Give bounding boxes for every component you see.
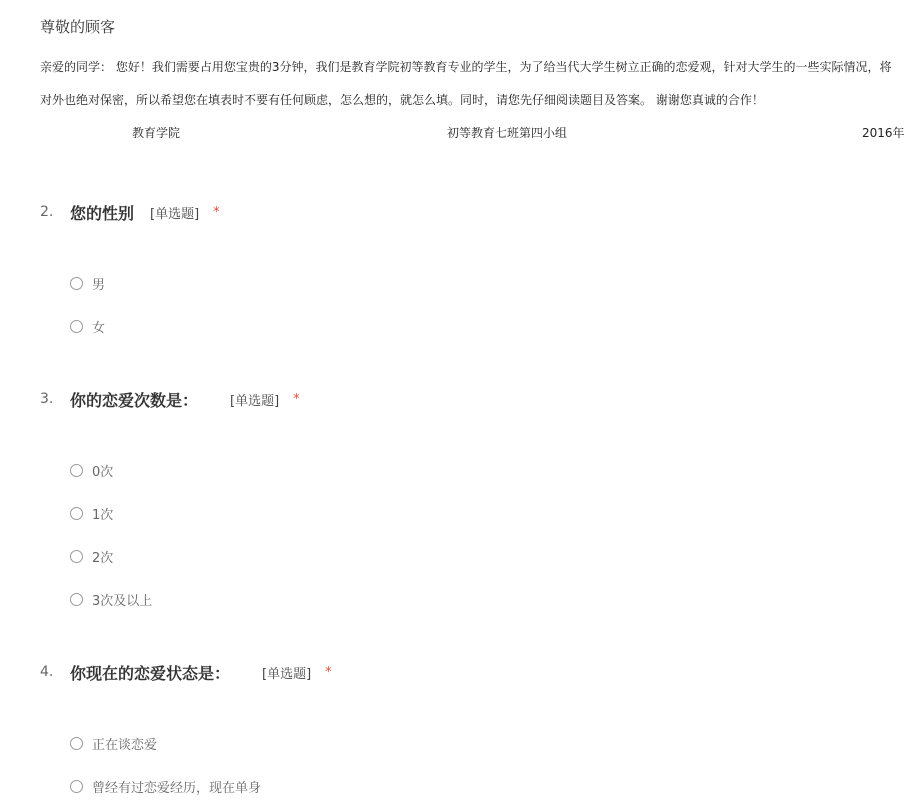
- question-type-tag: [单选题]: [262, 666, 312, 682]
- question-title: 您的性别: [70, 203, 135, 223]
- option-label: 男: [92, 278, 106, 293]
- option-1-time[interactable]: [70, 504, 113, 523]
- radio-button[interactable]: [70, 320, 83, 333]
- survey-greeting: 尊敬的顾客: [40, 18, 116, 36]
- option-single-with-history[interactable]: [70, 777, 261, 796]
- signature-college: 教育学院: [132, 126, 181, 140]
- intro-text-line-1: 亲爱的同学： 您好！我们需要占用您宝贵的3分钟，我们是教育学院初等教育专业的学生，为了给当代大学生树立正确的恋爱观，针对大学生的一些实际情况，将: [40, 60, 892, 74]
- required-mark: *: [293, 391, 300, 407]
- option-female[interactable]: [70, 317, 105, 336]
- question-type-tag: [单选题]: [230, 393, 280, 409]
- option-label: 1次: [92, 508, 114, 523]
- question-number: 3.: [40, 391, 54, 407]
- option-label: 女: [92, 321, 106, 336]
- option-male[interactable]: [70, 274, 105, 293]
- question-title: 你现在的恋爱状态是：: [70, 663, 231, 683]
- question-number: 4.: [40, 664, 54, 680]
- option-label: 0次: [92, 465, 114, 480]
- radio-button[interactable]: [70, 277, 83, 290]
- question-number: 2.: [40, 204, 54, 220]
- required-mark: *: [325, 664, 332, 680]
- radio-button[interactable]: [70, 507, 83, 520]
- signature-date: 2016年: [862, 126, 905, 140]
- radio-button[interactable]: [70, 593, 83, 606]
- question-title: 你的恋爱次数是：: [70, 390, 199, 410]
- radio-button[interactable]: [70, 737, 83, 750]
- option-2-times[interactable]: [70, 547, 113, 566]
- question-type-tag: [单选题]: [150, 206, 200, 222]
- intro-text-line-2: 对外也绝对保密，所以希望您在填表时不要有任何顾虑，怎么想的，就怎么填。同时，请您先仔细阅读题目及答案。 谢谢您真诚的合作！: [40, 93, 764, 107]
- radio-button[interactable]: [70, 780, 83, 793]
- option-in-relationship[interactable]: [70, 734, 157, 753]
- option-label: 3次及以上: [92, 594, 153, 609]
- radio-button[interactable]: [70, 464, 83, 477]
- required-mark: *: [213, 204, 220, 220]
- question-2-header: [40, 200, 220, 224]
- option-label: 2次: [92, 551, 114, 566]
- option-label: 曾经有过恋爱经历，现在单身: [92, 781, 262, 796]
- question-3-header: [40, 387, 300, 411]
- option-label: 正在谈恋爱: [92, 738, 158, 753]
- signature-group: 初等教育七班第四小组: [447, 126, 568, 140]
- option-0-times[interactable]: [70, 461, 113, 480]
- question-4-header: [40, 660, 332, 684]
- radio-button[interactable]: [70, 550, 83, 563]
- option-3-or-more[interactable]: [70, 590, 152, 609]
